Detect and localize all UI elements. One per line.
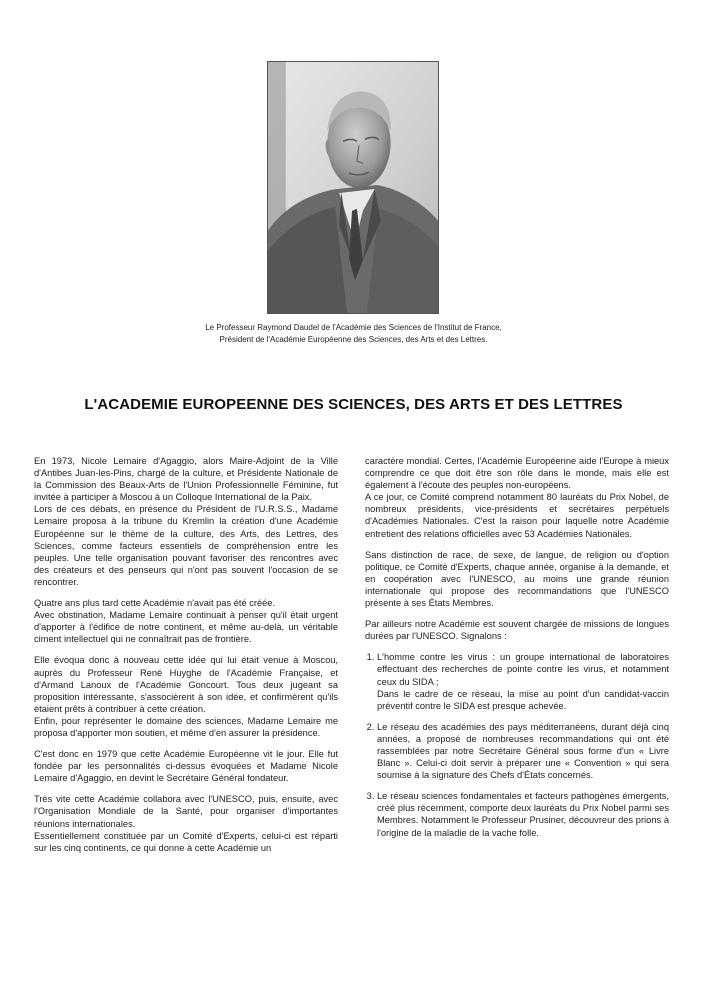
mission-list [365,651,669,838]
paragraph: C'est donc en 1979 que cette Académie Européenne vit le jour. Elle fut fondée par les personnalités ci-dessus évoquées et Madame Nicole Lemaire d'Agaggio, en devint le Secrétaire Général fondateur. [34,749,338,784]
paragraph: Elle évoqua donc à nouveau cette idée qui lui était venue à Moscou, auprès du Professeur René Huyghe de l'Académie Française, et d'Armand Lanoux de l'Académie Goncourt. Tous deux jugeant sa proposition intéressante, s'associèrent à son idée, et confirmèrent qu'ils étaient prêts à contribuer à cette création. [34,655,338,714]
paragraph: Essentiellement constituée par un Comité d'Experts, celui-ci est réparti sur les cinq continents, ce qui donne à cette Académie un [34,830,338,853]
paragraph: Très vite cette Académie collabora avec l'UNESCO, puis, ensuite, avec l'Organisation Mondiale de la Santé, pour organiser d'importantes réunions internationales. [34,794,338,829]
portrait-image [268,62,438,313]
list-item [377,721,669,781]
paragraph: Avec obstination, Madame Lemaire continuait à penser qu'il était urgent d'apporter à l'édifice de notre continent, et même au-delà, un véritable ciment intellectuel qui ne connaîtrait pas de frontière. [34,610,338,645]
photo-caption [100,322,607,346]
paragraph: Par ailleurs notre Académie est souvent chargée de missions de longues durées par l'UNESCO. Signalons : [365,619,669,642]
paragraph: caractère mondial. Certes, l'Académie Européenne aide l'Europe à mieux comprendre ce que doit être son rôle dans le monde, mais elle est également à l'écoute des peuples non-européens. [365,456,669,491]
list-item [377,651,669,711]
portrait-photo [267,61,439,314]
list-item-text: Dans le cadre de ce réseau, la mise au point d'un candidat-vaccin préventif contre le SIDA est presque achevée. [377,688,669,711]
page-title: L'ACADEMIE EUROPEENNE DES SCIENCES, DES ARTS ET DES LETTRES [84,396,623,413]
paragraph: Sans distinction de race, de sexe, de langue, de religion ou d'option politique, ce Comité d'Experts, chaque année, organise à la demande, et en coopération avec l'UNESCO, au moins une grande réunion internationale qui propose des recommandations que l'UNESCO présente à ses États Membres. [365,549,669,609]
paragraph: Lors de ces débats, en présence du Président de l'U.R.S.S., Madame Lemaire proposa à la tribune du Kremlin la création d'une Académie Européenne sur le thème de la culture, des Arts, des Lettres, des Sciences, comme facteurs essentiels de compréhension entre les peuples. Une telle organisation pouvant favoriser des rencontres avec des créateurs et des penseurs qui n'ont pas souvent l'occasion de se rencontrer. [34,504,338,587]
list-item-text: 1. L'homme contre les virus : un groupe international de laboratoires effectuant des recherches de pointe contre les virus, et notamment ceux du SIDA ; [377,652,669,687]
caption-line-1: Le Professeur Raymond Daudel de l'Académie des Sciences de l'Institut de France, [205,323,502,332]
paragraph: Quatre ans plus tard cette Académie n'avait pas été créée. [34,598,276,609]
paragraph: A ce jour, ce Comité comprend notamment 80 lauréats du Prix Nobel, de nombreux présidents, vice-présidents et secrétaires perpétuels d'Académies Nationales. C'est la raison pour laquelle notre Académie entretient des relations officielles avec 53 Académies Nationales. [365,492,669,539]
caption-line-2: Président de l'Académie Européenne des Sciences, des Arts et des Lettres. [219,335,488,344]
paragraph: En 1973, Nicole Lemaire d'Agaggio, alors Maire-Adjoint de la Ville d'Antibes Juan-les-Pins, chargé de la culture, et Présidente Nationale de la Commission des Beaux-Arts de l'Union Professionnelle Féminine, fut invitée à participer à Moscou à un Colloque International de la Paix. [34,456,338,503]
list-item-text: 2. Le réseau des académies des pays méditerranéens, durant déjà cinq années, a proposé de nombreuses recommandations qui ont été rassemblées par notre Secrétaire Général sous forme d'un « Livre Blanc ». Celui-ci doit servir à préparer une « Convention » qui sera soumise à la signature des Chefs d'États concernés. [377,721,669,781]
list-item-text: 3. Le réseau sciences fondamentales et facteurs pathogènes émergents, créé plus récemment, comporte deux lauréats du Prix Nobel parmi ses Membres. Notamment le Professeur Prusiner, découvreur des prions à l'origine de la maladie de la vache folle. [377,791,669,838]
list-item [377,790,669,838]
left-column [34,455,338,863]
paragraph: Enfin, pour représenter le domaine des sciences, Madame Lemaire me proposa d'apporter mon soutien, et même d'en assurer la présidence. [34,715,338,738]
right-column [365,455,669,848]
